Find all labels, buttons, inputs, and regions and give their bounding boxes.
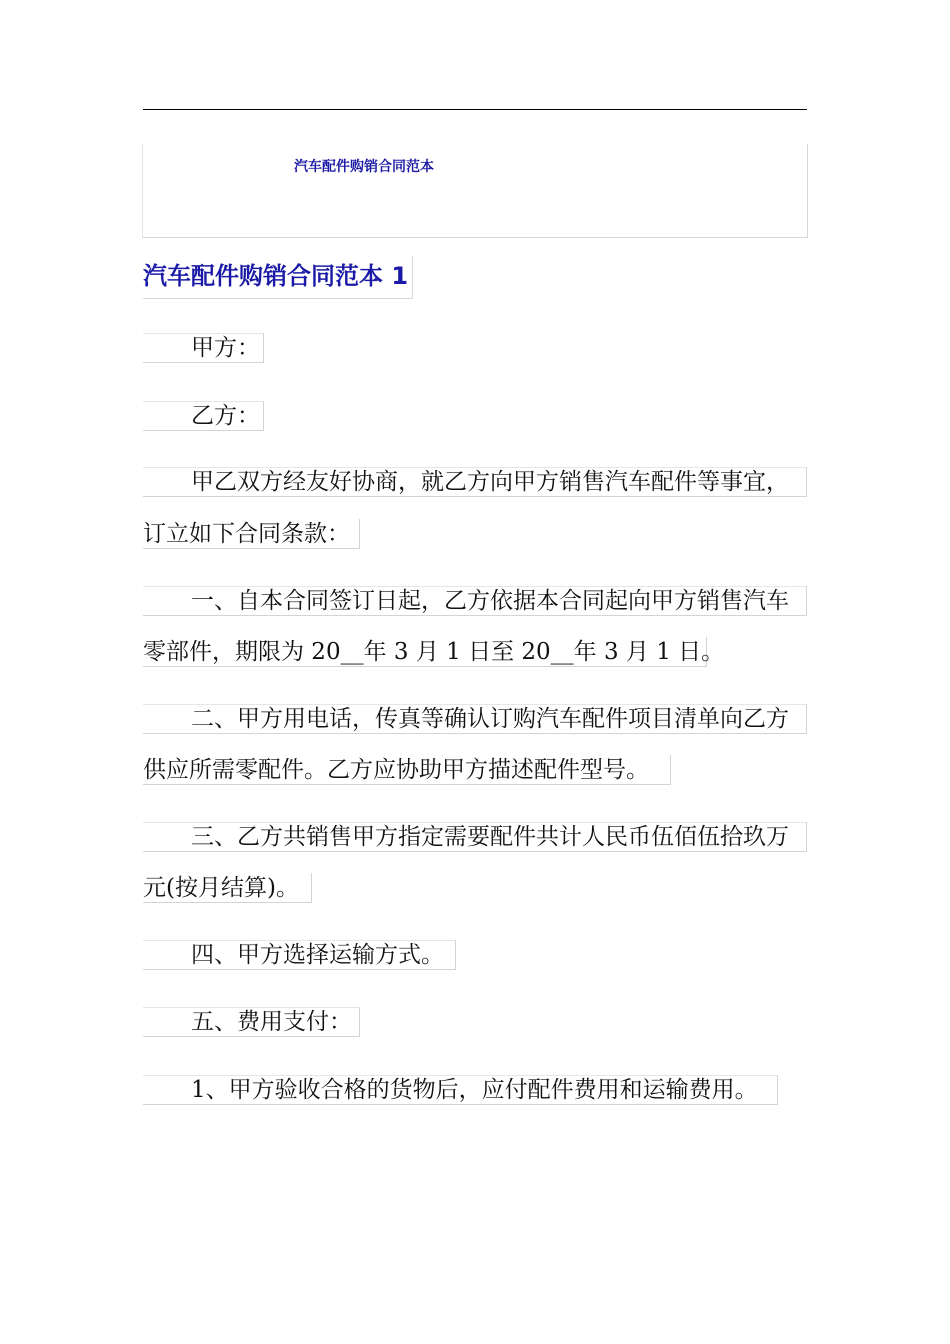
clause-2-line-1: 二、甲方用电话，传真等确认订购汽车配件项目清单向乙方 [143, 704, 807, 734]
header-title: 汽车配件购销合同范本 [294, 159, 434, 175]
clause-3-line-2: 元(按月结算)。 [143, 873, 312, 903]
clause-1-line-1: 一、自本合同签订日起，乙方依据本合同起向甲方销售汽车 [143, 586, 807, 616]
clause-5: 五、费用支付： [143, 1007, 360, 1037]
clause-5-item-1: 1、甲方验收合格的货物后，应付配件费用和运输费用。 [143, 1075, 778, 1105]
document-title: 汽车配件购销合同范本 1 [143, 256, 413, 299]
intro-paragraph-line-1: 甲乙双方经友好协商，就乙方向甲方销售汽车配件等事宜， [143, 467, 807, 497]
clause-2-line-2: 供应所需零配件。乙方应协助甲方描述配件型号。 [143, 755, 671, 785]
intro-paragraph-line-2: 订立如下合同条款： [143, 519, 360, 549]
clause-4: 四、甲方选择运输方式。 [143, 940, 456, 970]
party-a-label: 甲方： [143, 333, 264, 363]
party-b-label: 乙方： [143, 401, 264, 431]
clause-1-line-2: 零部件，期限为 20__年 3 月 1 日至 20__年 3 月 1 日。 [143, 639, 725, 665]
page-header [142, 144, 808, 238]
clause-3-line-1: 三、乙方共销售甲方指定需要配件共计人民币伍佰伍拾玖万 [143, 822, 807, 852]
header-rule [143, 109, 807, 110]
